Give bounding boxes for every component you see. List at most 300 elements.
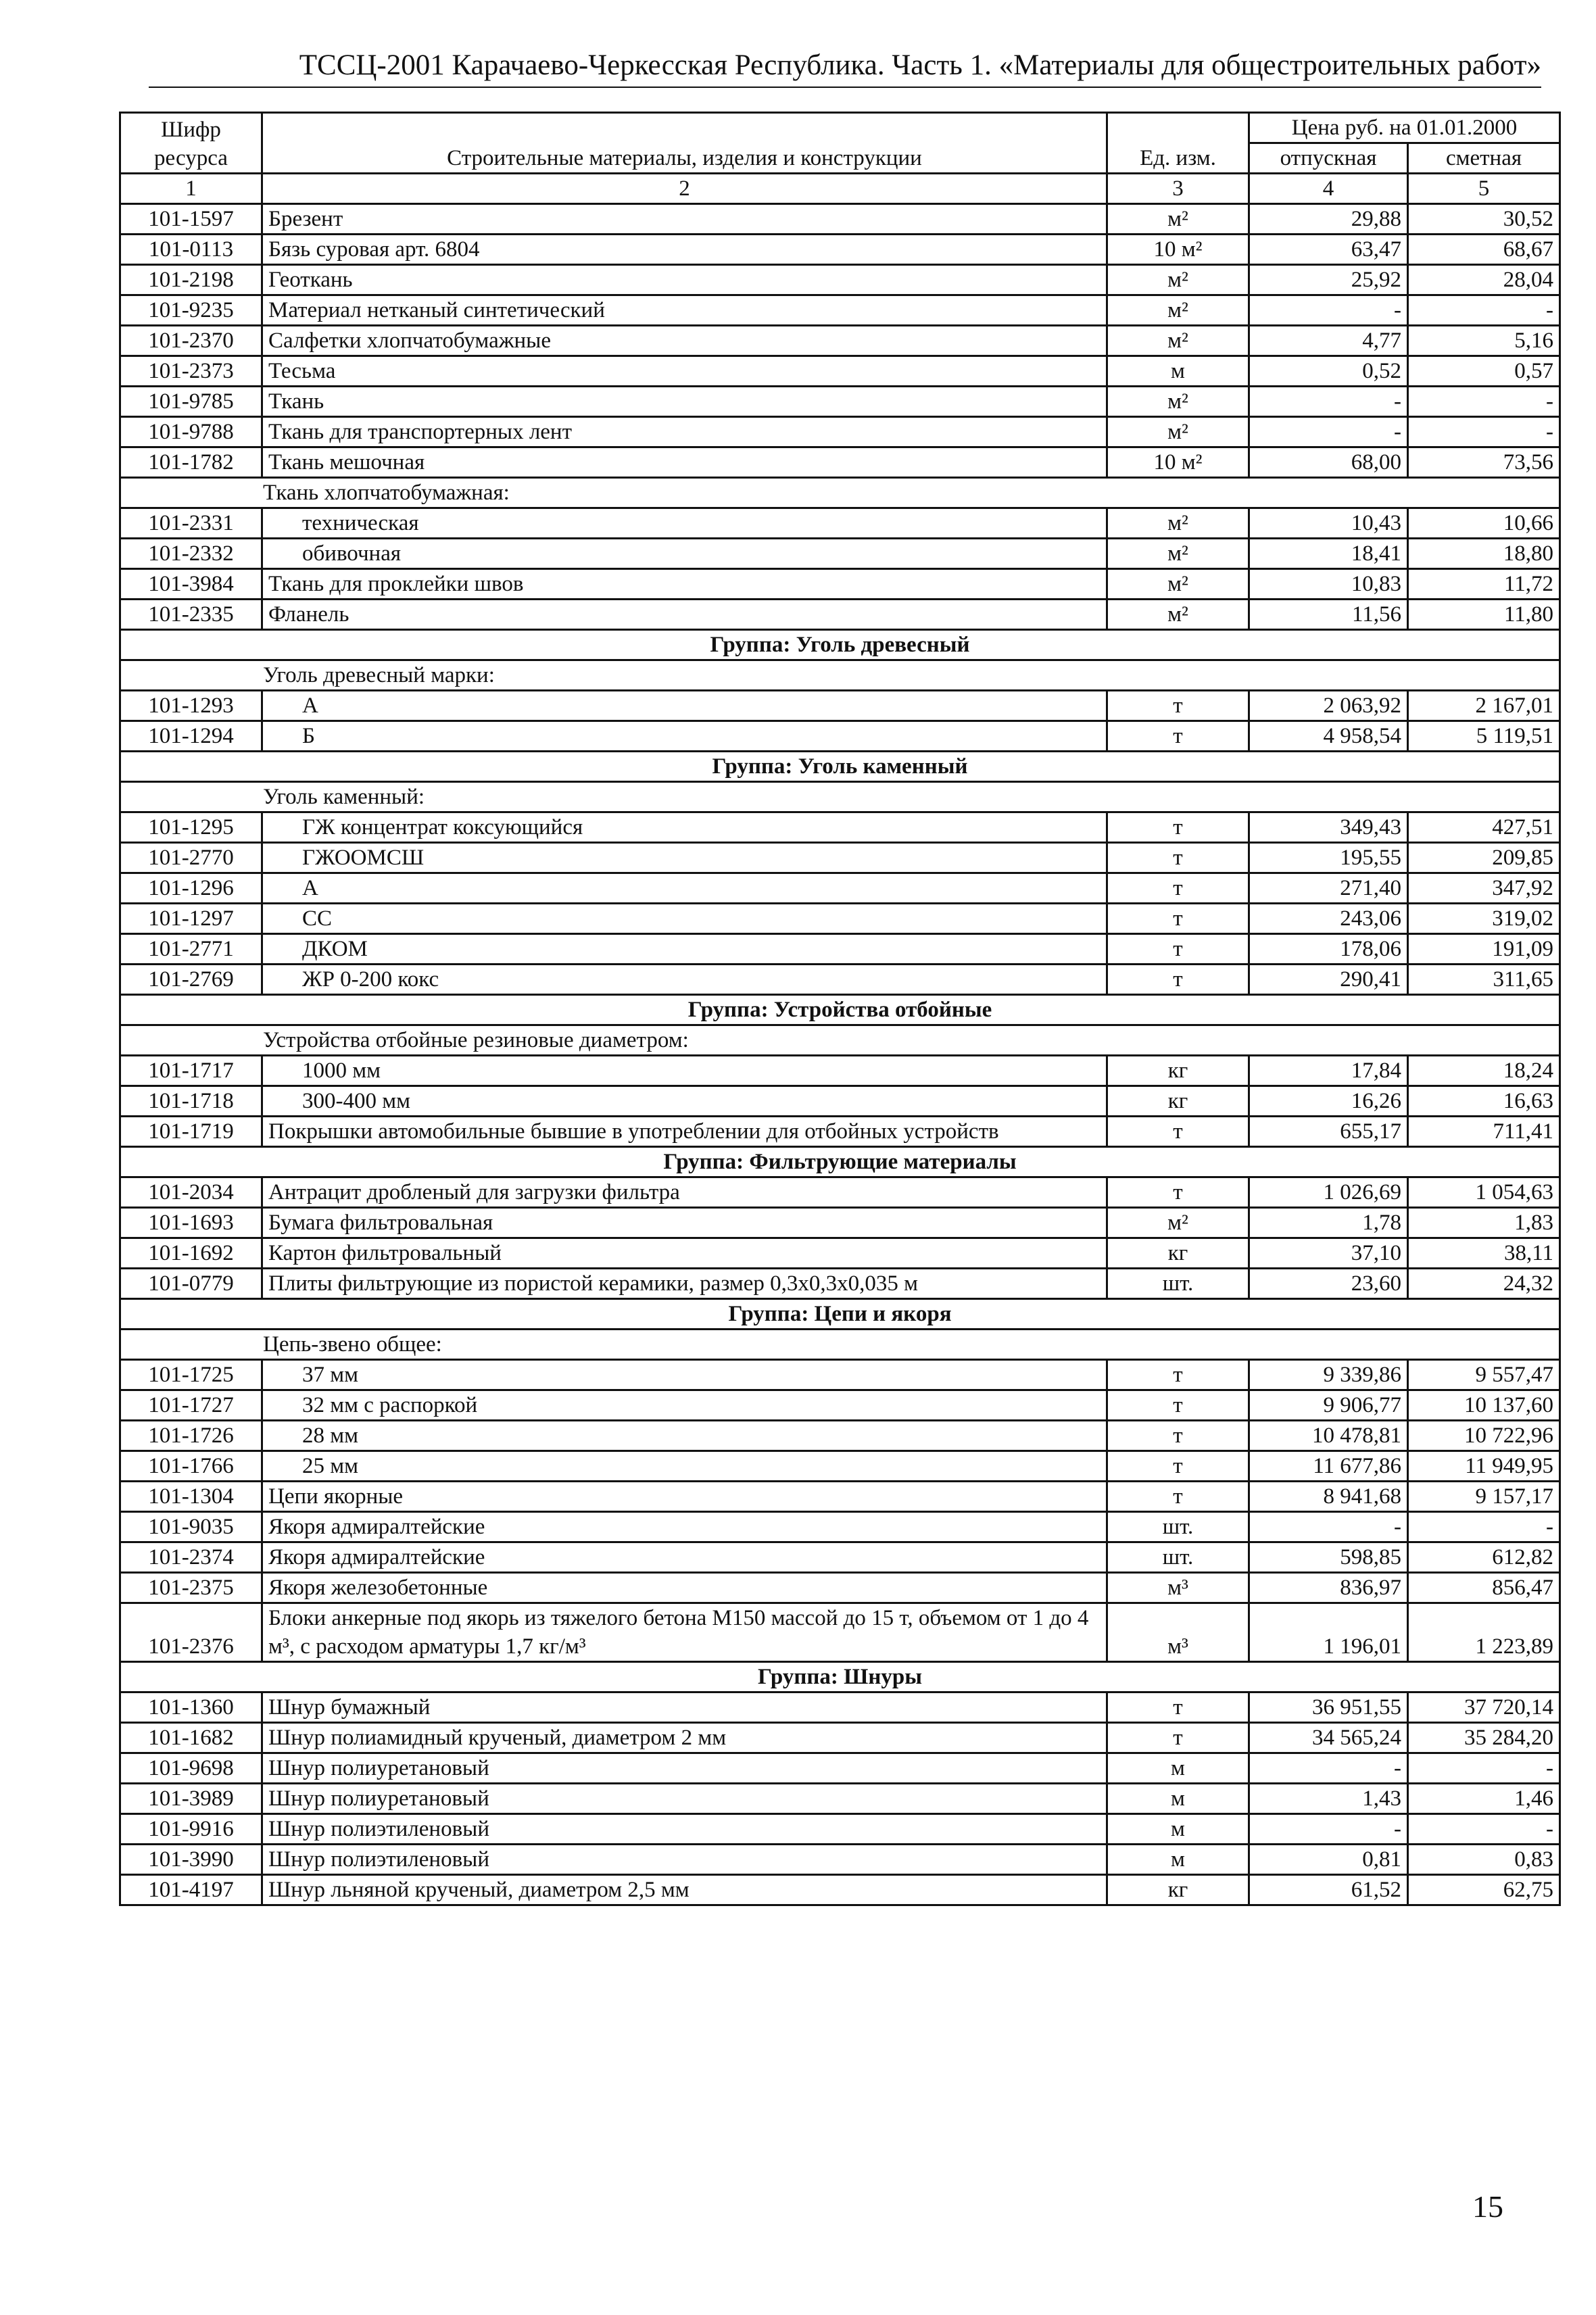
table-row xyxy=(120,600,1560,630)
table-row xyxy=(120,1390,1560,1421)
unit-of-measure: шт. xyxy=(1107,1269,1249,1299)
col-price-header: Цена руб. на 01.01.2000 xyxy=(1249,113,1560,143)
unit-of-measure: т xyxy=(1107,1360,1249,1390)
resource-code: 101-1693 xyxy=(120,1208,262,1238)
page-number: 15 xyxy=(1472,2189,1503,2224)
estimate-price: 427,51 xyxy=(1408,812,1560,843)
resource-code: 101-2034 xyxy=(120,1177,262,1208)
material-name: Фланель xyxy=(262,600,1107,630)
release-price: - xyxy=(1249,387,1408,417)
material-name: А xyxy=(262,691,1107,721)
material-name: Шнур бумажный xyxy=(262,1692,1107,1723)
unit-of-measure: т xyxy=(1107,1451,1249,1482)
table-row xyxy=(120,539,1560,569)
estimate-price: 1,83 xyxy=(1408,1208,1560,1238)
estimate-price: 347,92 xyxy=(1408,873,1560,904)
estimate-price: 319,02 xyxy=(1408,904,1560,934)
table-row xyxy=(120,1360,1560,1390)
material-name: Шнур полиуретановый xyxy=(262,1784,1107,1814)
unit-of-measure: м² xyxy=(1107,508,1249,539)
release-price: 0,52 xyxy=(1249,356,1408,387)
release-price: 10,43 xyxy=(1249,508,1408,539)
unit-of-measure: м² xyxy=(1107,417,1249,447)
unit-of-measure: т xyxy=(1107,1390,1249,1421)
unit-of-measure: т xyxy=(1107,1117,1249,1147)
release-price: 243,06 xyxy=(1249,904,1408,934)
estimate-price: 11 949,95 xyxy=(1408,1451,1560,1482)
release-price: - xyxy=(1249,295,1408,326)
group-row xyxy=(120,1147,1560,1177)
release-price: 1 026,69 xyxy=(1249,1177,1408,1208)
resource-code: 101-3990 xyxy=(120,1845,262,1875)
group-title: Группа: Уголь каменный xyxy=(120,752,1560,782)
table-row xyxy=(120,812,1560,843)
subheader-title: Уголь каменный: xyxy=(120,782,1560,812)
table-row xyxy=(120,1482,1560,1512)
release-price: 37,10 xyxy=(1249,1238,1408,1269)
material-name: Плиты фильтрующие из пористой керамики, размер 0,3х0,3х0,035 м xyxy=(262,1269,1107,1299)
release-price: 271,40 xyxy=(1249,873,1408,904)
estimate-price: 9 557,47 xyxy=(1408,1360,1560,1390)
resource-code: 101-1782 xyxy=(120,447,262,478)
resource-code: 101-1304 xyxy=(120,1482,262,1512)
price-table xyxy=(119,112,1561,1906)
col-number-3: 3 xyxy=(1107,174,1249,204)
group-row xyxy=(120,1299,1560,1330)
release-price: - xyxy=(1249,1753,1408,1784)
table-row xyxy=(120,1451,1560,1482)
resource-code: 101-1727 xyxy=(120,1390,262,1421)
table-row xyxy=(120,417,1560,447)
unit-of-measure: т xyxy=(1107,1692,1249,1723)
unit-of-measure: м² xyxy=(1107,387,1249,417)
unit-of-measure: т xyxy=(1107,1177,1249,1208)
resource-code: 101-4197 xyxy=(120,1875,262,1905)
resource-code: 101-1597 xyxy=(120,204,262,235)
table-row xyxy=(120,1269,1560,1299)
subheader-title: Цепь-звено общее: xyxy=(120,1330,1560,1360)
material-name: Бумага фильтровальная xyxy=(262,1208,1107,1238)
group-row xyxy=(120,630,1560,660)
resource-code: 101-2331 xyxy=(120,508,262,539)
resource-code: 101-1297 xyxy=(120,904,262,934)
estimate-price: 0,83 xyxy=(1408,1845,1560,1875)
material-name: Б xyxy=(262,721,1107,752)
estimate-price: 18,24 xyxy=(1408,1056,1560,1086)
subheader-row xyxy=(120,782,1560,812)
material-name: обивочная xyxy=(262,539,1107,569)
table-row xyxy=(120,721,1560,752)
table-row xyxy=(120,904,1560,934)
unit-of-measure: кг xyxy=(1107,1056,1249,1086)
col-code-header: Шифр ресурса xyxy=(120,113,262,174)
col-number-2: 2 xyxy=(262,174,1107,204)
table-row xyxy=(120,691,1560,721)
release-price: 349,43 xyxy=(1249,812,1408,843)
group-title: Группа: Фильтрующие материалы xyxy=(120,1147,1560,1177)
release-price: 63,47 xyxy=(1249,235,1408,265)
subheader-row xyxy=(120,1330,1560,1360)
resource-code: 101-2769 xyxy=(120,965,262,995)
release-price: 836,97 xyxy=(1249,1573,1408,1603)
unit-of-measure: м² xyxy=(1107,265,1249,295)
material-name: Тесьма xyxy=(262,356,1107,387)
table-row xyxy=(120,1573,1560,1603)
unit-of-measure: т xyxy=(1107,934,1249,965)
column-number-row xyxy=(120,174,1560,204)
release-price: 36 951,55 xyxy=(1249,1692,1408,1723)
material-name: Материал нетканый синтетический xyxy=(262,295,1107,326)
unit-of-measure: т xyxy=(1107,812,1249,843)
estimate-price: 0,57 xyxy=(1408,356,1560,387)
table-row xyxy=(120,1723,1560,1753)
estimate-price: 18,80 xyxy=(1408,539,1560,569)
material-name: 28 мм xyxy=(262,1421,1107,1451)
material-name: Шнур льняной крученый, диаметром 2,5 мм xyxy=(262,1875,1107,1905)
unit-of-measure: м² xyxy=(1107,326,1249,356)
table-row xyxy=(120,1177,1560,1208)
resource-code: 101-1360 xyxy=(120,1692,262,1723)
unit-of-measure: т xyxy=(1107,843,1249,873)
estimate-price: 35 284,20 xyxy=(1408,1723,1560,1753)
material-name: Геоткань xyxy=(262,265,1107,295)
resource-code: 101-1718 xyxy=(120,1086,262,1117)
group-row xyxy=(120,752,1560,782)
estimate-price: 856,47 xyxy=(1408,1573,1560,1603)
table-row xyxy=(120,295,1560,326)
unit-of-measure: м² xyxy=(1107,600,1249,630)
release-price: 10,83 xyxy=(1249,569,1408,600)
material-name: Ткань для проклейки швов xyxy=(262,569,1107,600)
unit-of-measure: шт. xyxy=(1107,1512,1249,1542)
estimate-price: - xyxy=(1408,387,1560,417)
release-price: 61,52 xyxy=(1249,1875,1408,1905)
estimate-price: 9 157,17 xyxy=(1408,1482,1560,1512)
col-estimate-header: сметная xyxy=(1408,143,1560,174)
unit-of-measure: м² xyxy=(1107,539,1249,569)
resource-code: 101-1296 xyxy=(120,873,262,904)
resource-code: 101-2771 xyxy=(120,934,262,965)
unit-of-measure: м xyxy=(1107,1784,1249,1814)
estimate-price: 28,04 xyxy=(1408,265,1560,295)
table-row xyxy=(120,1086,1560,1117)
unit-of-measure: кг xyxy=(1107,1238,1249,1269)
material-name: ДКОМ xyxy=(262,934,1107,965)
material-name: Покрышки автомобильные бывшие в употреблении для отбойных устройств xyxy=(262,1117,1107,1147)
release-price: 4,77 xyxy=(1249,326,1408,356)
table-row xyxy=(120,387,1560,417)
resource-code: 101-1293 xyxy=(120,691,262,721)
unit-of-measure: кг xyxy=(1107,1875,1249,1905)
table-body xyxy=(120,204,1560,1905)
material-name: Картон фильтровальный xyxy=(262,1238,1107,1269)
estimate-price: 68,67 xyxy=(1408,235,1560,265)
subheader-row xyxy=(120,660,1560,691)
subheader-title: Ткань хлопчатобумажная: xyxy=(120,478,1560,508)
resource-code: 101-2370 xyxy=(120,326,262,356)
resource-code: 101-1766 xyxy=(120,1451,262,1482)
estimate-price: 10 137,60 xyxy=(1408,1390,1560,1421)
release-price: 9 906,77 xyxy=(1249,1390,1408,1421)
resource-code: 101-1725 xyxy=(120,1360,262,1390)
resource-code: 101-2770 xyxy=(120,843,262,873)
table-row xyxy=(120,1542,1560,1573)
unit-of-measure: т xyxy=(1107,1421,1249,1451)
estimate-price: 2 167,01 xyxy=(1408,691,1560,721)
resource-code: 101-9698 xyxy=(120,1753,262,1784)
estimate-price: - xyxy=(1408,1753,1560,1784)
material-name: Шнур полиэтиленовый xyxy=(262,1845,1107,1875)
table-row xyxy=(120,356,1560,387)
release-price: - xyxy=(1249,1814,1408,1845)
material-name: Якоря железобетонные xyxy=(262,1573,1107,1603)
estimate-price: 711,41 xyxy=(1408,1117,1560,1147)
material-name: ГЖ концентрат коксующийся xyxy=(262,812,1107,843)
material-name: 37 мм xyxy=(262,1360,1107,1390)
material-name: СС xyxy=(262,904,1107,934)
resource-code: 101-0113 xyxy=(120,235,262,265)
release-price: - xyxy=(1249,417,1408,447)
material-name: 32 мм с распоркой xyxy=(262,1390,1107,1421)
group-title: Группа: Уголь древесный xyxy=(120,630,1560,660)
resource-code: 101-2332 xyxy=(120,539,262,569)
table-row xyxy=(120,1692,1560,1723)
material-name: Ткань для транспортерных лент xyxy=(262,417,1107,447)
resource-code: 101-2374 xyxy=(120,1542,262,1573)
estimate-price: 612,82 xyxy=(1408,1542,1560,1573)
unit-of-measure: м xyxy=(1107,1845,1249,1875)
estimate-price: 10,66 xyxy=(1408,508,1560,539)
release-price: 23,60 xyxy=(1249,1269,1408,1299)
unit-of-measure: т xyxy=(1107,873,1249,904)
release-price: 1,78 xyxy=(1249,1208,1408,1238)
unit-of-measure: м² xyxy=(1107,204,1249,235)
table-row xyxy=(120,1845,1560,1875)
release-price: 655,17 xyxy=(1249,1117,1408,1147)
estimate-price: 16,63 xyxy=(1408,1086,1560,1117)
estimate-price: 11,72 xyxy=(1408,569,1560,600)
unit-of-measure: кг xyxy=(1107,1086,1249,1117)
material-name: Брезент xyxy=(262,204,1107,235)
release-price: 0,81 xyxy=(1249,1845,1408,1875)
material-name: 1000 мм xyxy=(262,1056,1107,1086)
resource-code: 101-9788 xyxy=(120,417,262,447)
release-price: 34 565,24 xyxy=(1249,1723,1408,1753)
col-number-4: 4 xyxy=(1249,174,1408,204)
col-name-header: Строительные материалы, изделия и конструкции xyxy=(262,113,1107,174)
resource-code: 101-2375 xyxy=(120,1573,262,1603)
unit-of-measure: м² xyxy=(1107,569,1249,600)
col-number-5: 5 xyxy=(1408,174,1560,204)
release-price: 2 063,92 xyxy=(1249,691,1408,721)
unit-of-measure: м² xyxy=(1107,1208,1249,1238)
estimate-price: 62,75 xyxy=(1408,1875,1560,1905)
estimate-price: 5,16 xyxy=(1408,326,1560,356)
unit-of-measure: м³ xyxy=(1107,1573,1249,1603)
subheader-row xyxy=(120,1025,1560,1056)
estimate-price: 10 722,96 xyxy=(1408,1421,1560,1451)
unit-of-measure: т xyxy=(1107,721,1249,752)
resource-code: 101-9916 xyxy=(120,1814,262,1845)
estimate-price: 209,85 xyxy=(1408,843,1560,873)
resource-code: 101-2376 xyxy=(120,1603,262,1662)
material-name: Шнур полиуретановый xyxy=(262,1753,1107,1784)
table-row xyxy=(120,873,1560,904)
release-price: 4 958,54 xyxy=(1249,721,1408,752)
material-name: Цепи якорные xyxy=(262,1482,1107,1512)
release-price: 1 196,01 xyxy=(1249,1603,1408,1662)
table-row xyxy=(120,204,1560,235)
unit-of-measure: т xyxy=(1107,1482,1249,1512)
resource-code: 101-1294 xyxy=(120,721,262,752)
group-title: Группа: Устройства отбойные xyxy=(120,995,1560,1025)
estimate-price: 38,11 xyxy=(1408,1238,1560,1269)
col-unit-header: Ед. изм. xyxy=(1107,113,1249,174)
page-header: ТССЦ-2001 Карачаево-Черкесская Республика. Часть 1. «Материалы для общестроительных работ» xyxy=(299,49,1541,81)
unit-of-measure: 10 м² xyxy=(1107,235,1249,265)
release-price: 598,85 xyxy=(1249,1542,1408,1573)
table-row xyxy=(120,1753,1560,1784)
table-row xyxy=(120,1421,1560,1451)
unit-of-measure: м³ xyxy=(1107,1603,1249,1662)
resource-code: 101-3989 xyxy=(120,1784,262,1814)
material-name: Антрацит дробленый для загрузки фильтра xyxy=(262,1177,1107,1208)
release-price: - xyxy=(1249,1512,1408,1542)
unit-of-measure: т xyxy=(1107,691,1249,721)
table-row xyxy=(120,1875,1560,1905)
unit-of-measure: т xyxy=(1107,904,1249,934)
estimate-price: 11,80 xyxy=(1408,600,1560,630)
resource-code: 101-1719 xyxy=(120,1117,262,1147)
release-price: 18,41 xyxy=(1249,539,1408,569)
header-row xyxy=(120,113,1560,143)
table-row xyxy=(120,326,1560,356)
material-name: 300-400 мм xyxy=(262,1086,1107,1117)
table-row xyxy=(120,265,1560,295)
material-name: Салфетки хлопчатобумажные xyxy=(262,326,1107,356)
material-name: Шнур полиамидный крученый, диаметром 2 мм xyxy=(262,1723,1107,1753)
unit-of-measure: 10 м² xyxy=(1107,447,1249,478)
group-title: Группа: Шнуры xyxy=(120,1662,1560,1692)
release-price: 8 941,68 xyxy=(1249,1482,1408,1512)
table-row xyxy=(120,508,1560,539)
resource-code: 101-2198 xyxy=(120,265,262,295)
unit-of-measure: м² xyxy=(1107,295,1249,326)
table-row xyxy=(120,1784,1560,1814)
estimate-price: 24,32 xyxy=(1408,1269,1560,1299)
material-name: Бязь суровая арт. 6804 xyxy=(262,235,1107,265)
release-price: 68,00 xyxy=(1249,447,1408,478)
material-name: А xyxy=(262,873,1107,904)
release-price: 290,41 xyxy=(1249,965,1408,995)
estimate-price: 311,65 xyxy=(1408,965,1560,995)
estimate-price: 191,09 xyxy=(1408,934,1560,965)
table-row xyxy=(120,1512,1560,1542)
estimate-price: 5 119,51 xyxy=(1408,721,1560,752)
unit-of-measure: м xyxy=(1107,356,1249,387)
table-row xyxy=(120,447,1560,478)
table-row xyxy=(120,965,1560,995)
release-price: 9 339,86 xyxy=(1249,1360,1408,1390)
group-row xyxy=(120,995,1560,1025)
release-price: 178,06 xyxy=(1249,934,1408,965)
resource-code: 101-0779 xyxy=(120,1269,262,1299)
release-price: 195,55 xyxy=(1249,843,1408,873)
release-price: 25,92 xyxy=(1249,265,1408,295)
material-name: Блоки анкерные под якорь из тяжелого бетона М150 массой до 15 т, объемом от 1 до 4 м³, с расходом арматуры 1,7 кг/м³ xyxy=(262,1603,1107,1662)
table-row xyxy=(120,569,1560,600)
estimate-price: - xyxy=(1408,1814,1560,1845)
table-row xyxy=(120,1603,1560,1662)
release-price: 11 677,86 xyxy=(1249,1451,1408,1482)
estimate-price: 30,52 xyxy=(1408,204,1560,235)
estimate-price: 1,46 xyxy=(1408,1784,1560,1814)
unit-of-measure: м xyxy=(1107,1753,1249,1784)
material-name: ЖР 0-200 кокс xyxy=(262,965,1107,995)
resource-code: 101-9035 xyxy=(120,1512,262,1542)
col-number-1: 1 xyxy=(120,174,262,204)
subheader-row xyxy=(120,478,1560,508)
group-row xyxy=(120,1662,1560,1692)
unit-of-measure: т xyxy=(1107,965,1249,995)
resource-code: 101-1295 xyxy=(120,812,262,843)
col-release-header: отпускная xyxy=(1249,143,1408,174)
table-row xyxy=(120,843,1560,873)
resource-code: 101-2373 xyxy=(120,356,262,387)
material-name: Якоря адмиралтейские xyxy=(262,1542,1107,1573)
resource-code: 101-1717 xyxy=(120,1056,262,1086)
estimate-price: 1 054,63 xyxy=(1408,1177,1560,1208)
estimate-price: 37 720,14 xyxy=(1408,1692,1560,1723)
unit-of-measure: м xyxy=(1107,1814,1249,1845)
estimate-price: 73,56 xyxy=(1408,447,1560,478)
resource-code: 101-2335 xyxy=(120,600,262,630)
estimate-price: - xyxy=(1408,295,1560,326)
material-name: техническая xyxy=(262,508,1107,539)
material-name: 25 мм xyxy=(262,1451,1107,1482)
material-name: Якоря адмиралтейские xyxy=(262,1512,1107,1542)
material-name: Шнур полиэтиленовый xyxy=(262,1814,1107,1845)
unit-of-measure: шт. xyxy=(1107,1542,1249,1573)
estimate-price: - xyxy=(1408,417,1560,447)
material-name: Ткань xyxy=(262,387,1107,417)
resource-code: 101-1726 xyxy=(120,1421,262,1451)
release-price: 11,56 xyxy=(1249,600,1408,630)
material-name: Ткань мешочная xyxy=(262,447,1107,478)
table-row xyxy=(120,934,1560,965)
resource-code: 101-9785 xyxy=(120,387,262,417)
resource-code: 101-1682 xyxy=(120,1723,262,1753)
table-row xyxy=(120,1238,1560,1269)
resource-code: 101-3984 xyxy=(120,569,262,600)
release-price: 16,26 xyxy=(1249,1086,1408,1117)
subheader-title: Устройства отбойные резиновые диаметром: xyxy=(120,1025,1560,1056)
table-row xyxy=(120,1208,1560,1238)
release-price: 1,43 xyxy=(1249,1784,1408,1814)
header-rule xyxy=(149,87,1541,88)
release-price: 17,84 xyxy=(1249,1056,1408,1086)
release-price: 10 478,81 xyxy=(1249,1421,1408,1451)
table-row xyxy=(120,1814,1560,1845)
table-row xyxy=(120,235,1560,265)
estimate-price: - xyxy=(1408,1512,1560,1542)
table-row xyxy=(120,1117,1560,1147)
resource-code: 101-1692 xyxy=(120,1238,262,1269)
release-price: 29,88 xyxy=(1249,204,1408,235)
subheader-title: Уголь древесный марки: xyxy=(120,660,1560,691)
estimate-price: 1 223,89 xyxy=(1408,1603,1560,1662)
resource-code: 101-9235 xyxy=(120,295,262,326)
